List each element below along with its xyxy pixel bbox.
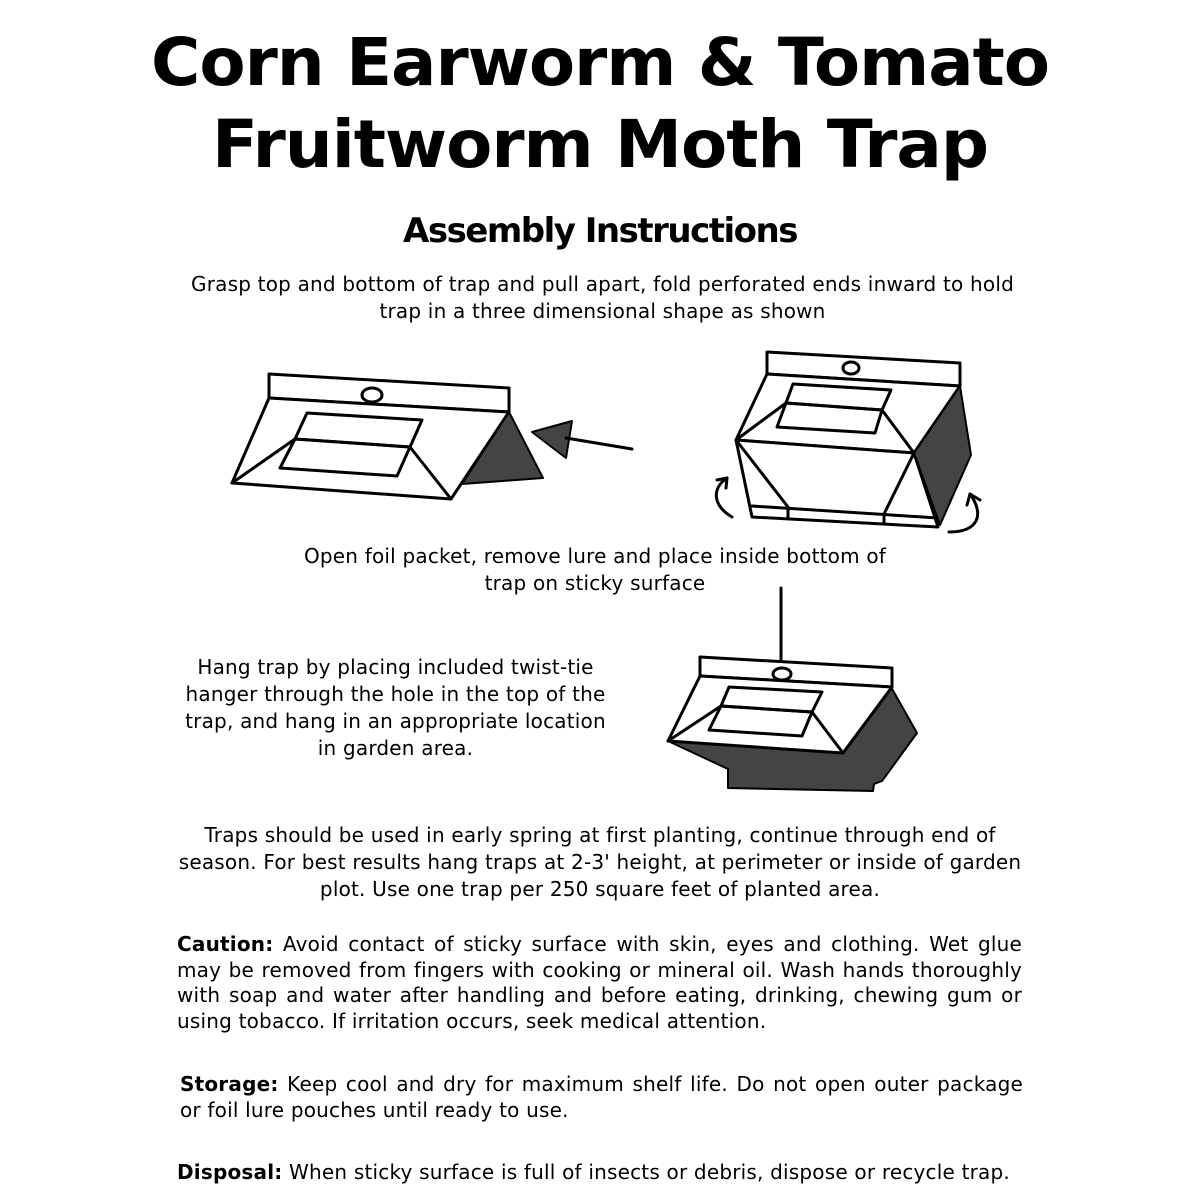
hanger-wire [779, 588, 783, 668]
title-line-1: Corn Earworm & Tomato [150, 24, 1050, 101]
step-3-text: Hang trap by placing included twist-tie hanger through the hole in the top of the trap, and hang in an appropriate location in garden area. [185, 655, 606, 760]
disposal-text: When sticky surface is full of insects or debris, dispose or recycle trap. [282, 1160, 1010, 1184]
storage-text: Keep cool and dry for maximum shelf life. Do not open outer package or foil lure pouches until ready to use. [180, 1072, 1023, 1122]
section-heading-assembly: Assembly Instructions [403, 211, 797, 251]
disposal-label: Disposal: [177, 1160, 283, 1184]
storage-paragraph [180, 1071, 1023, 1123]
disposal-paragraph [177, 1159, 1037, 1186]
storage-label: Storage: [180, 1072, 279, 1096]
usage-text: Traps should be used in early spring at first planting, continue through end of season. For best results hang traps at 2-3' height, at perimeter or inside of garden plot. Use one trap per 250 square feet of planted area. [178, 823, 1022, 901]
caution-text: Avoid contact of sticky surface with skin, eyes and clothing. Wet glue may be removed from fingers with cooking or mineral oil. Wash hands thoroughly with soap and water after handling and before eating, drinking, chewing gum or using tobacco. If irritation occurs, seek medical attention. [177, 932, 1022, 1033]
caution-label: Caution: [177, 932, 274, 956]
caution-paragraph [177, 932, 1022, 1034]
step-1-text: Grasp top and bottom of trap and pull apart, fold perforated ends inward to hold trap in a three dimensional shape as shown [191, 272, 1014, 323]
title-line-2: Fruitworm Moth Trap [211, 106, 989, 183]
step-2-text: Open foil packet, remove lure and place inside bottom of trap on sticky surface [303, 544, 887, 595]
